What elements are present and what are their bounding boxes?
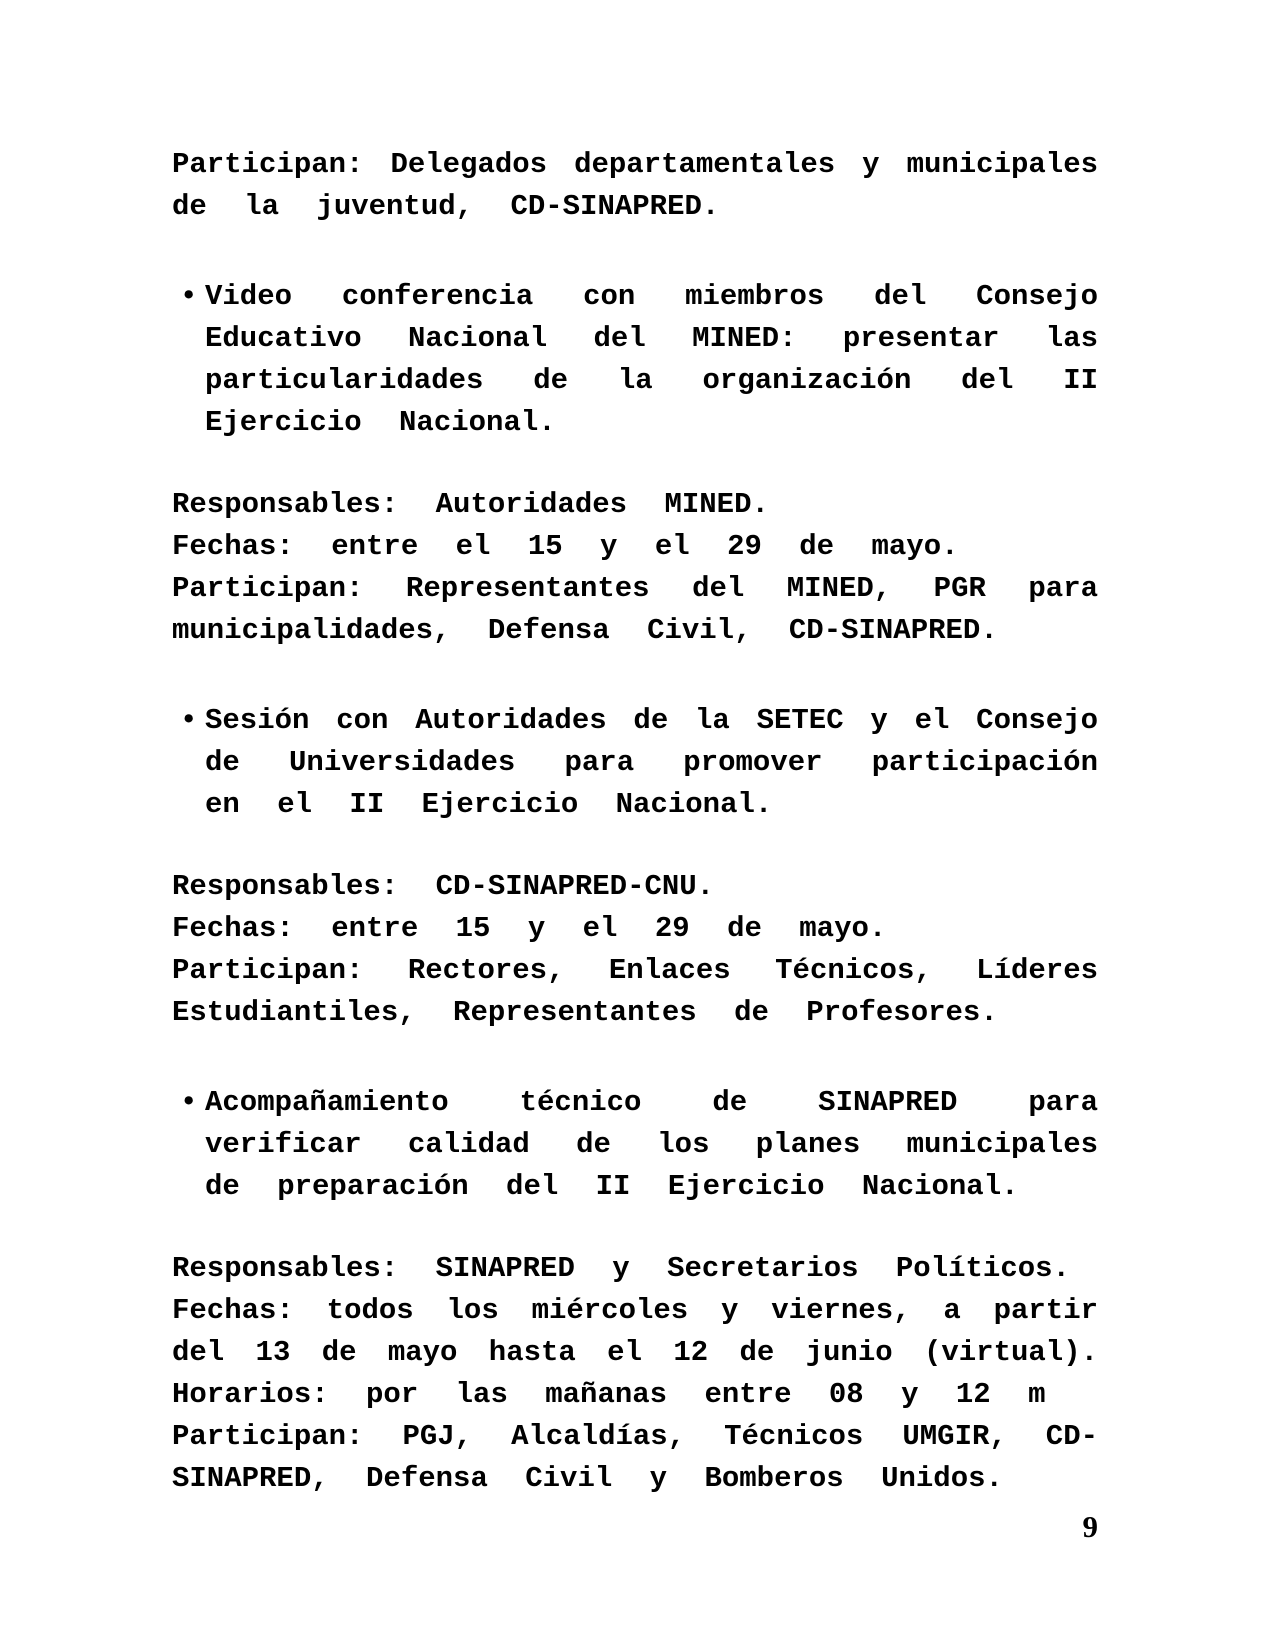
text-line: Sesión con Autoridades de la SETEC y el Consejo <box>205 704 1098 737</box>
text-line: de la juventud, CD-SINAPRED. <box>172 190 720 223</box>
text-line: Responsables: SINAPRED y Secretarios Políticos. <box>172 1252 1070 1285</box>
responsables-paragraph <box>172 1248 1098 1290</box>
bullet-item <box>172 700 1098 826</box>
horarios-paragraph <box>172 1374 1098 1416</box>
text-line: Fechas: todos los miércoles y viernes, a partir <box>172 1294 1098 1327</box>
text-line: Participan: PGJ, Alcaldías, Técnicos UMGIR, CD- <box>172 1420 1098 1453</box>
bullet-icon: • <box>180 704 198 737</box>
text-line: SINAPRED, Defensa Civil y Bomberos Unidos. <box>172 1462 1003 1495</box>
text-line: verificar calidad de los planes municipales <box>205 1128 1098 1161</box>
paragraph-group <box>172 484 1098 652</box>
text-line: Participan: Delegados departamentales y municipales <box>172 148 1098 181</box>
text-line: Fechas: entre el 15 y el 29 de mayo. <box>172 530 959 563</box>
text-line: del 13 de mayo hasta el 12 de junio (virtual). <box>172 1336 1098 1369</box>
paragraph-group <box>172 866 1098 1034</box>
responsables-paragraph <box>172 484 1098 526</box>
fechas-paragraph <box>172 908 1098 950</box>
participan-paragraph <box>172 1416 1098 1500</box>
text-line: Estudiantiles, Representantes de Profesores. <box>172 996 998 1029</box>
text-line: Responsables: Autoridades MINED. <box>172 488 769 521</box>
participan-paragraph <box>172 568 1098 652</box>
participan-paragraph <box>172 950 1098 1034</box>
bullet-item <box>172 1082 1098 1208</box>
text-line: en el II Ejercicio Nacional. <box>205 788 773 821</box>
bullet-icon: • <box>180 280 198 313</box>
paragraph-group <box>172 1248 1098 1500</box>
bullet-item <box>172 276 1098 444</box>
document-text <box>172 144 1098 1548</box>
fechas-paragraph <box>172 526 1098 568</box>
page-number: 9 <box>1082 1509 1098 1544</box>
text-line: Participan: Representantes del MINED, PGR para <box>172 572 1098 605</box>
responsables-paragraph <box>172 866 1098 908</box>
text-line: Ejercicio Nacional. <box>205 406 556 439</box>
text-line: Acompañamiento técnico de SINAPRED para <box>205 1086 1098 1119</box>
text-line: Participan: Rectores, Enlaces Técnicos, Líderes <box>172 954 1098 987</box>
bullet-icon: • <box>180 1086 198 1119</box>
text-line: de Universidades para promover participación <box>205 746 1098 779</box>
text-line: municipalidades, Defensa Civil, CD-SINAPRED. <box>172 614 998 647</box>
text-line: particularidades de la organización del II <box>205 364 1098 397</box>
fechas-paragraph <box>172 1290 1098 1374</box>
text-line: Responsables: CD-SINAPRED-CNU. <box>172 870 715 903</box>
text-line: Educativo Nacional del MINED: presentar las <box>205 322 1098 355</box>
text-line: Horarios: por las mañanas entre 08 y 12 m <box>172 1378 1046 1411</box>
text-line: Video conferencia con miembros del Consejo <box>205 280 1098 313</box>
text-line: de preparación del II Ejercicio Nacional. <box>205 1170 1019 1203</box>
text-line: Fechas: entre 15 y el 29 de mayo. <box>172 912 887 945</box>
paragraph <box>172 144 1098 228</box>
